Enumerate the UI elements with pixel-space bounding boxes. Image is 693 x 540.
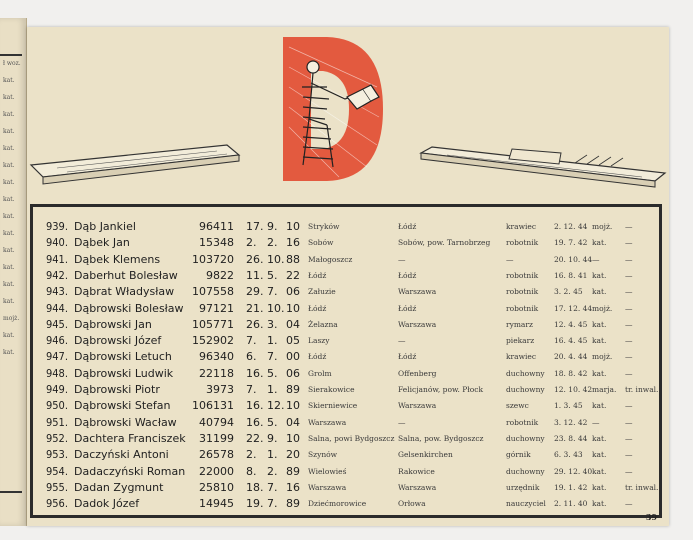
cell-remarks: —	[625, 352, 633, 362]
cell-serial: 14945	[199, 497, 234, 511]
cell-date: 6. 3. 43	[554, 450, 583, 460]
cell-yy: 16	[286, 236, 300, 250]
cell-residence: Warszawa	[398, 482, 437, 492]
cell-mm: 2.	[267, 236, 278, 250]
cell-occupation: —	[506, 254, 514, 264]
table-row	[36, 283, 656, 300]
table-row	[36, 397, 656, 414]
cell-birthplace: Łódź	[308, 270, 327, 280]
cell-birthplace: Skierniewice	[308, 401, 358, 411]
cell-serial: 15348	[199, 236, 234, 250]
table-row	[36, 234, 656, 251]
cell-religion: kat.	[592, 238, 607, 248]
left-page-fragment: kat.	[3, 179, 15, 186]
cell-remarks: —	[625, 336, 633, 346]
cell-yy: 88	[286, 252, 300, 266]
cell-mm: 9.	[267, 220, 278, 233]
cell-name: Dadan Zygmunt	[74, 480, 164, 494]
cell-mm: 1.	[267, 334, 278, 348]
cell-residence: —	[398, 417, 406, 427]
table-left-border	[30, 207, 33, 515]
cell-date: 12. 10. 42	[554, 385, 593, 394]
cell-residence: Sobów, pow. Tarnobrzeg	[398, 238, 491, 248]
cell-occupation: piekarz	[506, 336, 535, 346]
table-row	[36, 414, 656, 431]
table-row	[36, 479, 659, 496]
cell-mm: 7.	[267, 480, 278, 494]
cell-name: Dąbrowski Jan	[74, 317, 152, 331]
cell-remarks: —	[625, 238, 633, 248]
cell-occupation: robotnik	[506, 238, 539, 248]
left-page-fragment: mojż.	[3, 315, 20, 322]
cell-yy: 05	[286, 334, 300, 348]
cell-yy: 89	[286, 383, 300, 396]
cell-religion: marja.	[592, 385, 617, 394]
cell-yy: 10	[286, 399, 300, 413]
cell-no: 939.	[45, 220, 68, 233]
cell-remarks: —	[625, 287, 633, 297]
table-row	[36, 348, 656, 365]
cell-date: 3. 2. 45	[554, 287, 583, 297]
cell-date: 1. 3. 45	[554, 401, 583, 411]
left-page-fragment: kat.	[3, 128, 15, 135]
cell-date: 19. 7. 42	[554, 238, 588, 248]
table-row	[36, 300, 656, 317]
cell-occupation: robotnik	[506, 417, 539, 427]
cell-residence: Łódź	[398, 303, 417, 313]
table-row	[36, 267, 656, 284]
left-page-fragment: kat.	[3, 247, 15, 254]
cell-date: 20. 10. 44	[554, 254, 593, 264]
cell-serial: 105771	[192, 317, 234, 331]
cell-date: 23. 8. 44	[554, 433, 588, 443]
cell-birthplace: Grolm	[308, 368, 332, 378]
cell-occupation: krawiec	[506, 222, 537, 231]
cell-religion: kat.	[592, 401, 607, 411]
left-page-fragment: kat.	[3, 332, 15, 339]
cell-name: Dachtera Franciszek	[74, 431, 186, 445]
cell-residence: Gelsenkirchen	[398, 450, 453, 460]
cell-birthplace: Sierakowice	[308, 385, 355, 394]
cell-name: Dąbrowski Józef	[74, 334, 162, 348]
cell-religion: kat.	[592, 433, 607, 443]
cell-residence: Offenberg	[398, 368, 437, 378]
cell-name: Dąbrat Władysław	[74, 285, 175, 299]
left-page-fragment: kat.	[3, 77, 15, 84]
left-page-fragment: kat.	[3, 94, 15, 101]
cell-serial: 22000	[199, 464, 234, 478]
cell-residence: —	[398, 336, 406, 346]
cell-remarks: —	[625, 319, 633, 329]
cell-dd: 2.	[246, 448, 257, 462]
cell-birthplace: Stryków	[308, 222, 340, 231]
cell-yy: 10	[286, 301, 300, 315]
cell-birthplace: Łódź	[308, 303, 327, 313]
cell-dd: 26.	[246, 252, 264, 266]
initial-letter-d-illustration	[283, 37, 383, 181]
cell-serial: 96340	[199, 350, 234, 364]
table-row	[36, 495, 656, 512]
cell-dd: 29.	[246, 285, 264, 299]
cell-no: 956.	[45, 497, 68, 511]
register-table	[30, 204, 662, 518]
cell-religion: kat.	[592, 368, 607, 378]
cell-yy: 06	[286, 285, 300, 299]
cell-religion: mojż.	[592, 222, 613, 231]
table-right-border	[659, 207, 662, 515]
cell-remarks: —	[625, 417, 633, 427]
cell-remarks: —	[625, 254, 633, 264]
cell-occupation: robotnik	[506, 303, 539, 313]
cell-yy: 20	[286, 448, 300, 462]
cell-no: 949.	[45, 383, 68, 396]
cell-name: Dąbrowski Wacław	[74, 415, 177, 429]
cell-birthplace: Salna, powi Bydgoszcz	[308, 433, 395, 443]
cell-residence: Łódź	[398, 352, 417, 362]
left-page-rule	[0, 491, 22, 493]
cell-dd: 26.	[246, 317, 264, 331]
right-plank-illustration	[421, 147, 665, 187]
cell-birthplace: Sobów	[308, 238, 334, 248]
cell-birthplace: Małogoszcz	[308, 254, 353, 264]
cell-mm: 7.	[267, 497, 278, 511]
cell-yy: 89	[286, 497, 300, 511]
cell-no: 952.	[45, 431, 68, 445]
cell-name: Dąbrowski Bolesław	[74, 301, 184, 315]
cell-mm: 10.	[267, 301, 285, 315]
cell-no: 950.	[45, 399, 68, 413]
cell-remarks: —	[625, 368, 633, 378]
cell-birthplace: Dziećmorowice	[308, 499, 367, 509]
cell-dd: 2.	[246, 236, 257, 250]
cell-mm: 10.	[267, 252, 285, 266]
table-row	[36, 332, 656, 349]
cell-religion: kat.	[592, 319, 607, 329]
cell-no: 944.	[45, 301, 68, 315]
left-page-fragment: kat.	[3, 145, 15, 152]
cell-name: Dąbek Klemens	[74, 252, 161, 266]
cell-serial: 107558	[192, 285, 234, 299]
cell-serial: 40794	[199, 415, 234, 429]
cell-occupation: duchowny	[506, 466, 545, 476]
cell-no: 953.	[45, 448, 68, 462]
cell-yy: 89	[286, 464, 300, 478]
left-plank-illustration	[31, 145, 239, 184]
cell-dd: 17.	[246, 220, 264, 233]
cell-religion: kat.	[592, 466, 607, 476]
cell-serial: 96411	[199, 220, 234, 233]
cell-no: 945.	[45, 317, 68, 331]
cell-dd: 16.	[246, 415, 264, 429]
cell-occupation: nauczyciel	[506, 499, 546, 509]
cell-mm: 1.	[267, 448, 278, 462]
table-row	[36, 446, 656, 463]
cell-remarks: —	[625, 270, 633, 280]
cell-residence: Łódź	[398, 222, 417, 231]
cell-date: 18. 8. 42	[554, 368, 588, 378]
left-page-fragment: kat.	[3, 281, 15, 288]
cell-remarks: —	[625, 433, 633, 443]
cell-serial: 97121	[199, 301, 234, 315]
table-row	[36, 381, 659, 398]
cell-no: 943.	[45, 285, 68, 299]
cell-serial: 26578	[199, 448, 234, 462]
cell-birthplace: Laszy	[308, 336, 330, 346]
left-page-fragment: kat.	[3, 196, 15, 203]
cell-date: 16. 4. 45	[554, 336, 588, 346]
cell-remarks: tr. inwal.	[625, 482, 659, 492]
table-row	[36, 316, 656, 333]
cell-residence: Warszawa	[398, 401, 437, 411]
cell-occupation: rymarz	[506, 319, 533, 329]
cell-residence: —	[398, 254, 406, 264]
left-page-rule	[0, 54, 22, 56]
cell-remarks: —	[625, 401, 633, 411]
cell-religion: mojż.	[592, 303, 613, 313]
left-page-fragment: kat.	[3, 298, 15, 305]
cell-no: 955.	[45, 480, 68, 494]
left-page-fragment: kat.	[3, 230, 15, 237]
cell-no: 942.	[45, 268, 68, 282]
cell-occupation: duchowny	[506, 433, 545, 443]
cell-residence: Salna, pow. Bydgoszcz	[398, 433, 484, 443]
cell-religion: —	[592, 254, 600, 264]
cell-mm: 3.	[267, 317, 278, 331]
cell-mm: 5.	[267, 268, 278, 282]
book-page	[27, 27, 669, 526]
cell-yy: 04	[286, 415, 300, 429]
cell-dd: 6.	[246, 350, 257, 364]
header-illustration	[27, 27, 669, 207]
cell-religion: kat.	[592, 287, 607, 297]
cell-residence: Łódź	[398, 270, 417, 280]
cell-birthplace: Wielowieś	[308, 466, 347, 476]
cell-date: 29. 12. 40	[554, 466, 593, 476]
cell-yy: 06	[286, 366, 300, 380]
table-row	[36, 463, 656, 480]
cell-dd: 16.	[246, 399, 264, 413]
cell-serial: 31199	[199, 431, 234, 445]
cell-mm: 5.	[267, 415, 278, 429]
cell-date: 17. 12. 44	[554, 303, 593, 313]
page-number: 39	[645, 512, 657, 522]
cell-name: Dąbrowski Letuch	[74, 350, 172, 364]
cell-birthplace: Szynów	[308, 450, 338, 460]
cell-name: Dąb Jankiel	[74, 220, 136, 233]
cell-name: Daczyński Antoni	[74, 448, 169, 462]
cell-no: 947.	[45, 350, 68, 364]
cell-birthplace: Łódź	[308, 352, 327, 362]
cell-serial: 3973	[206, 383, 234, 396]
cell-mm: 5.	[267, 366, 278, 380]
table-row	[36, 365, 656, 382]
cell-no: 941.	[45, 252, 68, 266]
cell-dd: 18.	[246, 480, 264, 494]
cell-dd: 7.	[246, 334, 257, 348]
cell-occupation: górnik	[506, 450, 531, 460]
cell-no: 948.	[45, 366, 68, 380]
left-page-edge	[0, 18, 27, 526]
cell-date: 2. 11. 40	[554, 499, 588, 509]
cell-residence: Warszawa	[398, 319, 437, 329]
cell-remarks: tr. inwal.	[625, 385, 659, 394]
table-row	[36, 218, 656, 235]
cell-name: Dadaczyński Roman	[74, 464, 186, 478]
cell-no: 940.	[45, 236, 68, 250]
cell-yy: 22	[286, 268, 300, 282]
cell-date: 16. 8. 41	[554, 270, 588, 280]
cell-serial: 106131	[192, 399, 234, 413]
cell-religion: kat.	[592, 336, 607, 346]
cell-yy: 00	[286, 350, 300, 364]
cell-occupation: urzędnik	[506, 482, 540, 492]
cell-religion: mojż.	[592, 352, 613, 362]
cell-name: Dąbrowski Ludwik	[74, 366, 174, 380]
cell-birthplace: Warszawa	[308, 417, 347, 427]
cell-no: 954.	[45, 464, 68, 478]
cell-serial: 152902	[192, 334, 234, 348]
cell-date: 12. 4. 45	[554, 319, 588, 329]
cell-dd: 21.	[246, 301, 264, 315]
cell-remarks: —	[625, 222, 633, 231]
left-page-fragment: kat.	[3, 162, 15, 169]
cell-dd: 19.	[246, 497, 264, 511]
cell-mm: 7.	[267, 350, 278, 364]
cell-occupation: szewc	[506, 401, 529, 411]
cell-religion: kat.	[592, 499, 607, 509]
cell-mm: 7.	[267, 285, 278, 299]
cell-date: 20. 4. 44	[554, 352, 588, 362]
cell-no: 946.	[45, 334, 68, 348]
cell-name: Dąbek Jan	[74, 236, 130, 250]
left-page-fragment: ł woz.	[3, 60, 21, 67]
cell-mm: 2.	[267, 464, 278, 478]
cell-yy: 16	[286, 480, 300, 494]
cell-yy: 10	[286, 220, 300, 233]
cell-occupation: duchowny	[506, 368, 545, 378]
cell-date: 2. 12. 44	[554, 222, 588, 231]
cell-dd: 7.	[246, 383, 257, 396]
cell-yy: 10	[286, 431, 300, 445]
cell-dd: 11.	[246, 268, 264, 282]
cell-birthplace: Załuzie	[308, 287, 336, 297]
cell-religion: —	[592, 417, 600, 427]
cell-date: 3. 12. 42	[554, 417, 588, 427]
cell-dd: 22.	[246, 431, 264, 445]
cell-religion: kat.	[592, 270, 607, 280]
left-page-fragment: kat.	[3, 264, 15, 271]
cell-date: 19. 1. 42	[554, 482, 588, 492]
cell-serial: 9822	[206, 268, 234, 282]
cell-dd: 8.	[246, 464, 257, 478]
left-page-fragment: kat.	[3, 349, 15, 356]
cell-residence: Orłowa	[398, 499, 426, 509]
cell-remarks: —	[625, 466, 633, 476]
cell-mm: 1.	[267, 383, 278, 396]
cell-name: Dadok Józef	[74, 497, 140, 511]
cell-remarks: —	[625, 499, 633, 509]
cell-occupation: krawiec	[506, 352, 537, 362]
cell-serial: 22118	[199, 366, 234, 380]
cell-mm: 12.	[267, 399, 285, 413]
cell-serial: 25810	[199, 480, 234, 494]
table-row	[36, 430, 656, 447]
cell-name: Daberhut Bolesław	[74, 268, 178, 282]
cell-occupation: robotnik	[506, 287, 539, 297]
cell-birthplace: Warszawa	[308, 482, 347, 492]
cell-dd: 16.	[246, 366, 264, 380]
table-row	[36, 251, 656, 268]
cell-birthplace: Żelazna	[308, 319, 338, 329]
cell-residence: Rakowice	[398, 466, 435, 476]
cell-religion: kat.	[592, 450, 607, 460]
left-page-fragment: kat.	[3, 111, 15, 118]
left-page-fragment: kat.	[3, 213, 15, 220]
cell-mm: 9.	[267, 431, 278, 445]
cell-serial: 103720	[192, 252, 234, 266]
cell-religion: kat.	[592, 482, 607, 492]
cell-remarks: —	[625, 303, 633, 313]
cell-no: 951.	[45, 415, 68, 429]
cell-name: Dąbrowski Stefan	[74, 399, 171, 413]
cell-yy: 04	[286, 317, 300, 331]
cell-remarks: —	[625, 450, 633, 460]
cell-residence: Warszawa	[398, 287, 437, 297]
cell-name: Dąbrowski Piotr	[74, 383, 160, 396]
cell-occupation: duchowny	[506, 385, 545, 394]
cell-residence: Felicjanów, pow. Płock	[398, 385, 484, 394]
cell-occupation: robotnik	[506, 270, 539, 280]
